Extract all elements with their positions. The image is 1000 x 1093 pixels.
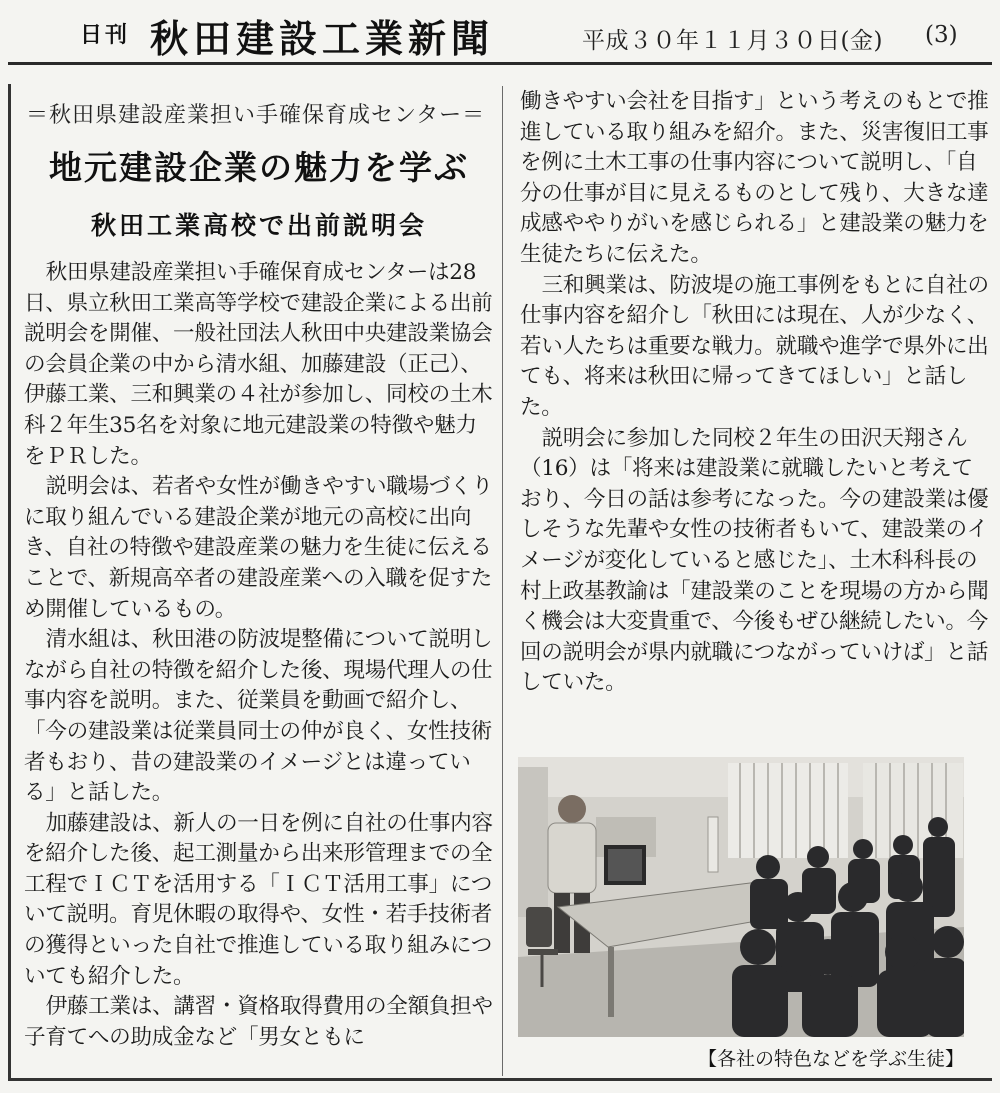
- article-paragraph: 加藤建設は、新人の一日を例に自社の仕事内容を紹介した後、起工測量から出来形管理までの全工程でＩＣＴを活用する「ＩＣＴ活用工事」について説明。育児休暇の取得や、女性・若手技術者の獲得といった自社で推進している取り組みについても紹介した。: [24, 810, 493, 989]
- article-paragraph: 清水組は、秋田港の防波堤整備について説明しながら自社の特徴を紹介した後、現場代理人の仕事内容を説明。また、従業員を動画で紹介し、「今の建設業は従業員同士の仲が良く、女性技術者もおり、昔の建設業のイメージとは違っている」と話した。: [24, 627, 493, 806]
- frame-bottom-rule: [8, 1078, 992, 1081]
- article-photo: [518, 757, 964, 1037]
- classroom-photo-illustration: [518, 757, 964, 1037]
- article-paragraph: 働きやすい会社を目指す」という考えのもとで推進している取り組みを紹介。また、災害復旧工事を例に土木工事の仕事内容について説明し、「自分の仕事が目に見えるものとして残り、大きな達成感ややりがいを感じられる」と建設業の魅力を生徒たちに伝えた。: [520, 89, 989, 267]
- article-subheadline: 秋田工業高校で出前説明会: [90, 211, 427, 240]
- article-paragraph: 説明会は、若者や女性が働きやすい職場づくりに取り組んでいる建設企業が地元の高校に出向き、自社の特徴や建設産業の魅力を生徒に伝えることで、新規高卒者の建設産業への入職を促すため開催しているもの。: [24, 474, 493, 622]
- frame-left-rule: [8, 84, 11, 1078]
- article-kicker: ＝秋田県建設産業担い手確保育成センター＝: [26, 103, 486, 128]
- masthead: [0, 0, 1000, 70]
- article-paragraph: 秋田県建設産業担い手確保育成センターは28日、県立秋田工業高等学校で建設企業による出前説明会を開催、一般社団法人秋田中央建設業協会の会員企業の中から清水組、加藤建設（正己）、伊藤工業、三和興業の４社が参加し、同校の土木科２年生35名を対象に地元建設業の特徴や魅力をＰＲした。: [24, 260, 493, 469]
- photo-caption: 【各社の特色などを学ぶ生徒】: [697, 1048, 964, 1070]
- article-headline: 地元建設企業の魅力を学ぶ: [49, 148, 469, 187]
- page-number: (3): [925, 22, 958, 48]
- newspaper-title: 秋田建設工業新聞: [150, 17, 495, 61]
- edition-label: 日刊: [80, 23, 131, 48]
- article-paragraph: 説明会に参加した同校２年生の田沢天翔さん（16）は「将来は建設業に就職したいと考えており、今日の話は参考になった。今の建設業は優しそうな先輩や女性の技術者もいて、建設業のイメージが変化していると感じた」、土木科科長の村上政基教諭は「建設業のことを現場の方から聞く機会は大変貴重で、今後もぜひ継続したい。今回の説明会が県内就職につながっていけば」と話していた。: [520, 425, 989, 696]
- article-paragraph: 三和興業は、防波堤の施工事例をもとに自社の仕事内容を紹介し「秋田には現在、人が少なく、若い人たちは重要な戦力。就職や進学で県外に出ても、将来は秋田に帰ってきてほしい」と話した。: [520, 272, 989, 420]
- masthead-rule: [8, 62, 992, 65]
- article-body-left-column: [24, 258, 494, 1070]
- column-divider: [502, 86, 503, 1076]
- photo-window: [728, 763, 848, 858]
- issue-date: 平成３０年１１月３０日(金): [582, 28, 883, 54]
- article-paragraph: 伊藤工業は、講習・資格取得費用の全額負担や子育てへの助成金など「男女ともに: [24, 994, 493, 1050]
- article-body-right-column: [520, 87, 990, 737]
